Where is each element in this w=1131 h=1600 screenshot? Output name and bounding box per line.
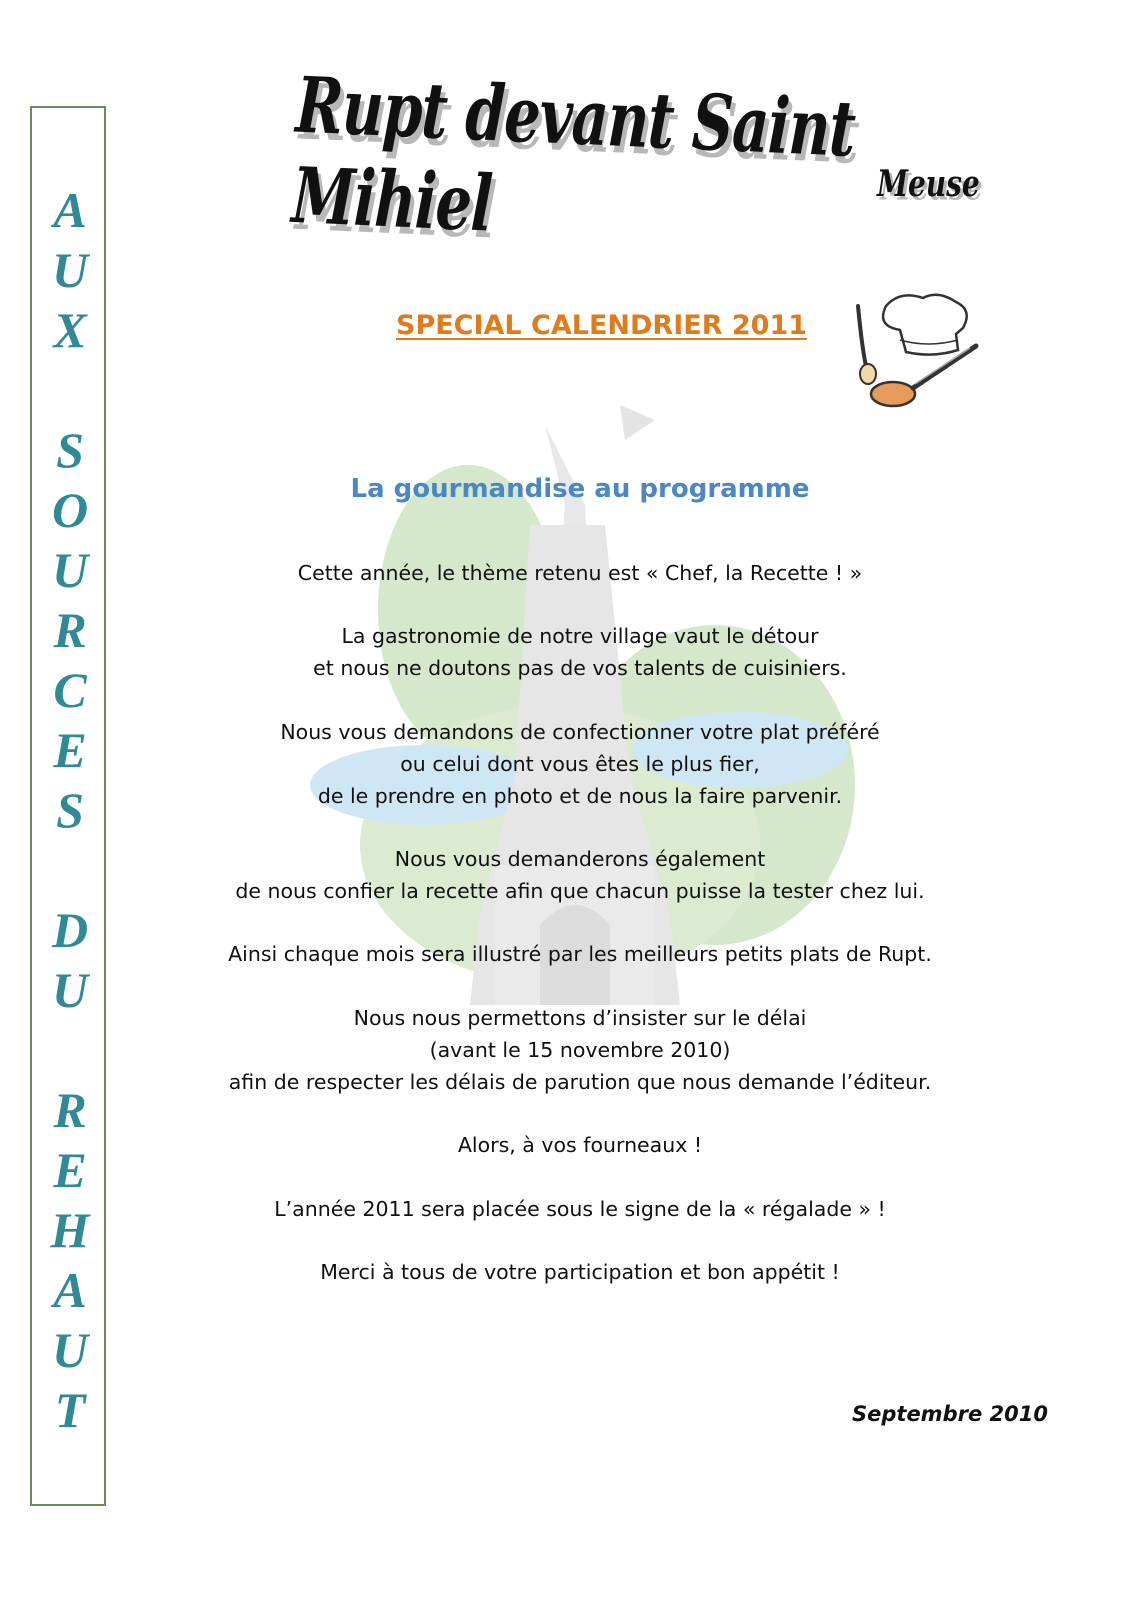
text-line: (avant le 15 novembre 2010) — [429, 1038, 731, 1062]
page-title: Rupt devant Saint Mihiel — [290, 60, 857, 250]
special-title: SPECIAL CALENDRIER 2011 — [396, 310, 808, 341]
date-label: Septembre 2010 — [852, 1402, 1048, 1426]
paragraph — [180, 557, 980, 589]
text-line: L’année 2011 sera placée sous le signe de la « régalade » ! — [274, 1197, 886, 1221]
text-line: Nous vous demanderons également — [394, 847, 766, 871]
sidebar-letter: C — [53, 662, 87, 718]
text-line: La gastronomie de notre village vaut le détour — [341, 624, 819, 648]
sidebar-letter: A — [53, 1262, 87, 1318]
sidebar-letter: S — [56, 422, 84, 478]
paragraph — [180, 620, 980, 684]
sidebar-letter: S — [56, 782, 84, 838]
paragraph — [180, 1002, 980, 1098]
chef-hat-icon — [838, 288, 988, 423]
sidebar-letter: R — [53, 602, 87, 658]
text-line: de nous confier la recette afin que chacun puisse la tester chez lui. — [235, 879, 925, 903]
paragraph — [180, 843, 980, 907]
text-line: Alors, à vos fourneaux ! — [457, 1133, 703, 1157]
text-line: ou celui dont vous êtes le plus fier, — [400, 752, 760, 776]
paragraph — [180, 716, 980, 812]
paragraph — [180, 1256, 980, 1288]
sidebar-letter: U — [51, 542, 89, 598]
text-line: de le prendre en photo et de nous la faire parvenir. — [317, 784, 843, 808]
text-line: et nous ne doutons pas de vos talents de cuisiniers. — [313, 656, 847, 680]
sidebar-letter: U — [51, 242, 89, 298]
sidebar-frame — [30, 106, 106, 1506]
sidebar-letter: U — [51, 1322, 89, 1378]
text-line: Nous vous demandons de confectionner votre plat préféré — [280, 720, 880, 744]
sidebar-letter: E — [53, 1142, 87, 1198]
sidebar-letter: H — [50, 1202, 90, 1258]
text-line: Ainsi chaque mois sera illustré par les meilleurs petits plats de Rupt. — [228, 942, 932, 966]
paragraph — [180, 1193, 980, 1225]
sidebar-letter: X — [53, 302, 87, 358]
text-line: Nous nous permettons d’insister sur le délai — [353, 1006, 807, 1030]
sidebar-letter: E — [53, 722, 87, 778]
sidebar-letter: D — [51, 902, 89, 958]
paragraph — [180, 938, 980, 970]
spoon-icon — [858, 306, 866, 366]
paragraph — [180, 1129, 980, 1161]
sidebar-letter: A — [53, 182, 87, 238]
section-heading: La gourmandise au programme — [350, 474, 810, 504]
text-line: Merci à tous de votre participation et bon appétit ! — [320, 1260, 840, 1284]
sidebar-letter: R — [53, 1082, 87, 1138]
text-line: Cette année, le thème retenu est « Chef, la Recette ! » — [297, 561, 863, 585]
text-line: afin de respecter les délais de parution que nous demande l’éditeur. — [228, 1070, 932, 1094]
sidebar-letter: U — [51, 962, 89, 1018]
sidebar-letter: T — [54, 1382, 86, 1438]
frying-pan-icon — [871, 382, 915, 406]
page-subtitle: Meuse — [877, 162, 980, 205]
sidebar-letter: O — [51, 482, 89, 538]
